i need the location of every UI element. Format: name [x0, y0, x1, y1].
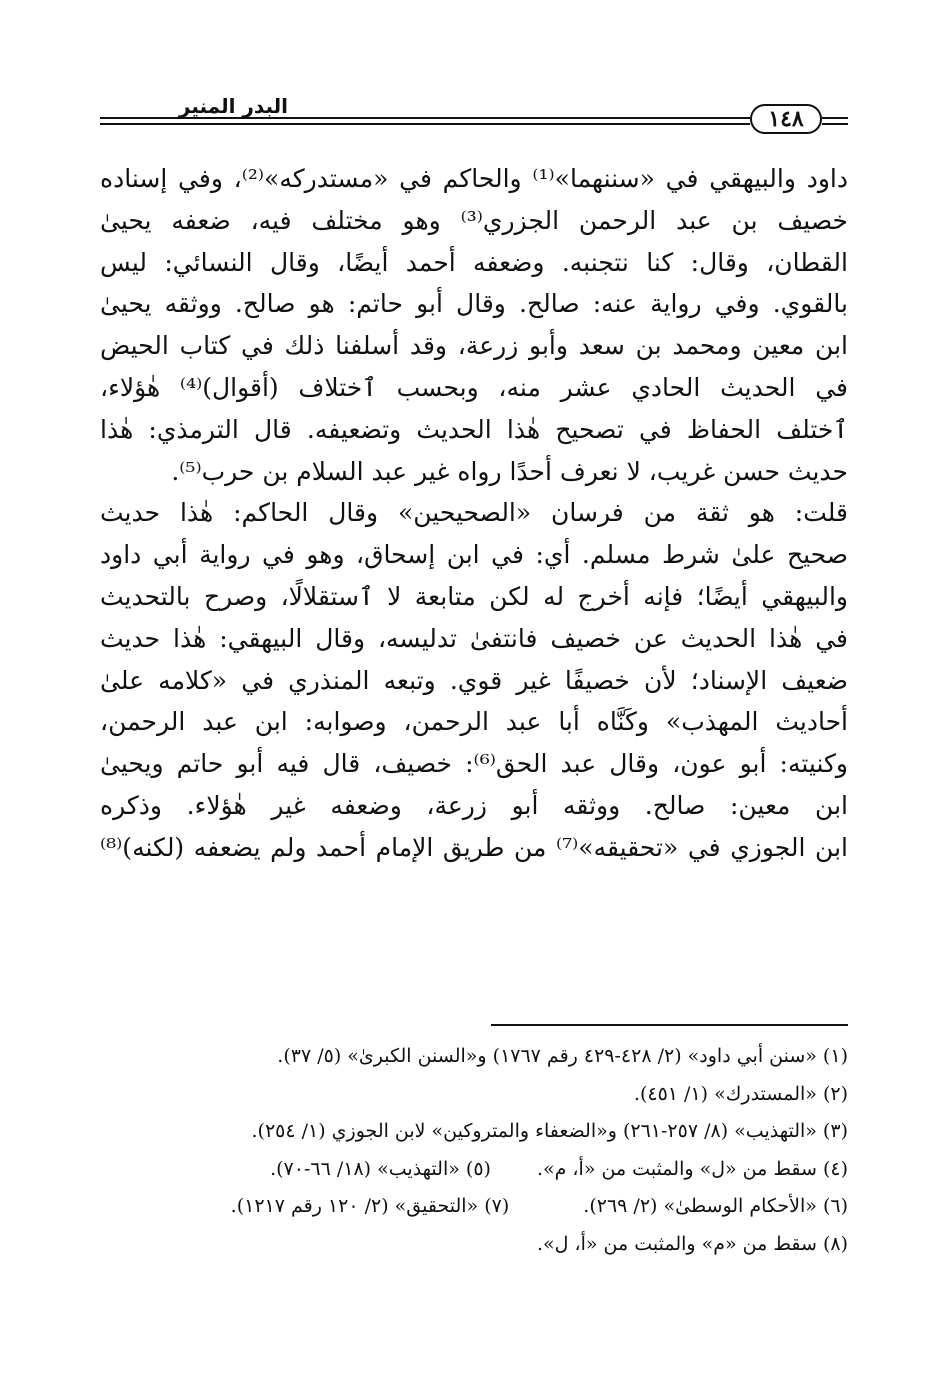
text-line: في الحديث الحادي عشر منه، وبحسب ٱختلاف (أقوال)⁽⁴⁾ هٰؤلاء، — [100, 372, 848, 402]
footnote-4: (٤) سقط من «ل» والمثبت من «أ، م». — [536, 1157, 848, 1180]
page-header — [100, 92, 848, 142]
text-line: صحيح علىٰ شرط مسلم. أي: في ابن إسحاق، وهو في رواية أبي داود — [100, 540, 848, 570]
text-line: داود والبيهقي في «سننهما»⁽¹⁾ والحاكم في «مستدركه»⁽²⁾، وفي إسناده — [100, 164, 848, 193]
page-number: ١٤٨ — [750, 104, 822, 134]
main-text — [100, 158, 848, 869]
text-line: خصيف بن عبد الرحمن الجزري⁽³⁾ وهو مختلف فيه، ضعفه يحيىٰ — [100, 205, 848, 235]
text-line: قلت: هو ثقة من فرسان «الصحيحين» وقال الحاكم: هٰذا حديث — [100, 498, 848, 528]
header-rule-stub-top — [822, 117, 848, 119]
footnote-3: (٣) «التهذيب» (٨/ ٢٥٧-٢٦١) و«الضعفاء والمتروكين» لابن الجوزي (١/ ٢٥٤). — [251, 1120, 848, 1143]
text-line: والبيهقي أيضًا؛ فإنه أخرج له لكن متابعة لا ٱستقلالًا، وصرح بالتحديث — [100, 581, 848, 611]
text-line: ضعيف الإسناد؛ لأن خصيفًا غير قوي. وتبعه المنذري في «كلامه علىٰ — [100, 665, 848, 695]
text-line: ابن الجوزي في «تحقيقه»⁽⁷⁾ من طريق الإمام أحمد ولم يضعفه (لكنه)⁽⁸⁾ — [100, 832, 848, 862]
text-line: ابن معين: صالح. ووثقه أبو زرعة، وضعفه غير هٰؤلاء. وذكره — [100, 790, 848, 820]
running-title: البدر المنير — [178, 94, 288, 118]
text-line: ابن معين ومحمد بن سعد وأبو زرعة، وقد أسلفنا ذلك في كتاب الحيض — [100, 331, 848, 361]
header-rule-bottom — [100, 123, 750, 125]
footnote-5: (٥) «التهذيب» (١٨/ ٦٦-٧٠). — [270, 1157, 491, 1180]
text-line: وكنيته: أبو عون، وقال عبد الحق⁽⁶⁾: خصيف، قال فيه أبو حاتم ويحيىٰ — [100, 749, 848, 779]
text-line: ٱختلف الحفاظ في تصحيح هٰذا الحديث وتضعيفه. قال الترمذي: هٰذا — [100, 414, 848, 444]
text-line: في هٰذا الحديث عن خصيف فانتفىٰ تدليسه، وقال البيهقي: هٰذا حديث — [100, 623, 848, 653]
footnote-separator — [491, 1024, 848, 1026]
footnote-8: (٨) سقط من «م» والمثبت من «أ، ل». — [536, 1232, 848, 1255]
footnote-2: (٢) «المستدرك» (١/ ٤٥١). — [633, 1082, 848, 1105]
footnote-1: (١) «سنن أبي داود» (٢/ ٤٢٨-٤٢٩ رقم ١٧٦٧) و«السنن الكبرىٰ» (٥/ ٣٧). — [277, 1045, 848, 1067]
text-line: القطان، وقال: كنا نتجنبه. وضعفه أحمد أيضًا، وقال النسائي: ليس — [100, 247, 848, 277]
footnote-7: (٧) «التحقيق» (٢/ ١٢٠ رقم ١٢١٧). — [230, 1195, 510, 1218]
footnotes — [100, 1038, 848, 1264]
footnote-6: (٦) «الأحكام الوسطىٰ» (٢/ ٢٦٩). — [583, 1195, 848, 1218]
text-line: بالقوي. وفي رواية عنه: صالح. وقال أبو حاتم: هو صالح. ووثقه يحيىٰ — [100, 289, 848, 319]
text-line: أحاديث المهذب» وكَنَّاه أبا عبد الرحمن، وصوابه: ابن عبد الرحمن، — [100, 707, 848, 737]
text-line: حديث حسن غريب، لا نعرف أحدًا رواه غير عبد السلام بن حرب⁽⁵⁾. — [171, 456, 848, 486]
header-rule-stub-bottom — [822, 123, 848, 125]
